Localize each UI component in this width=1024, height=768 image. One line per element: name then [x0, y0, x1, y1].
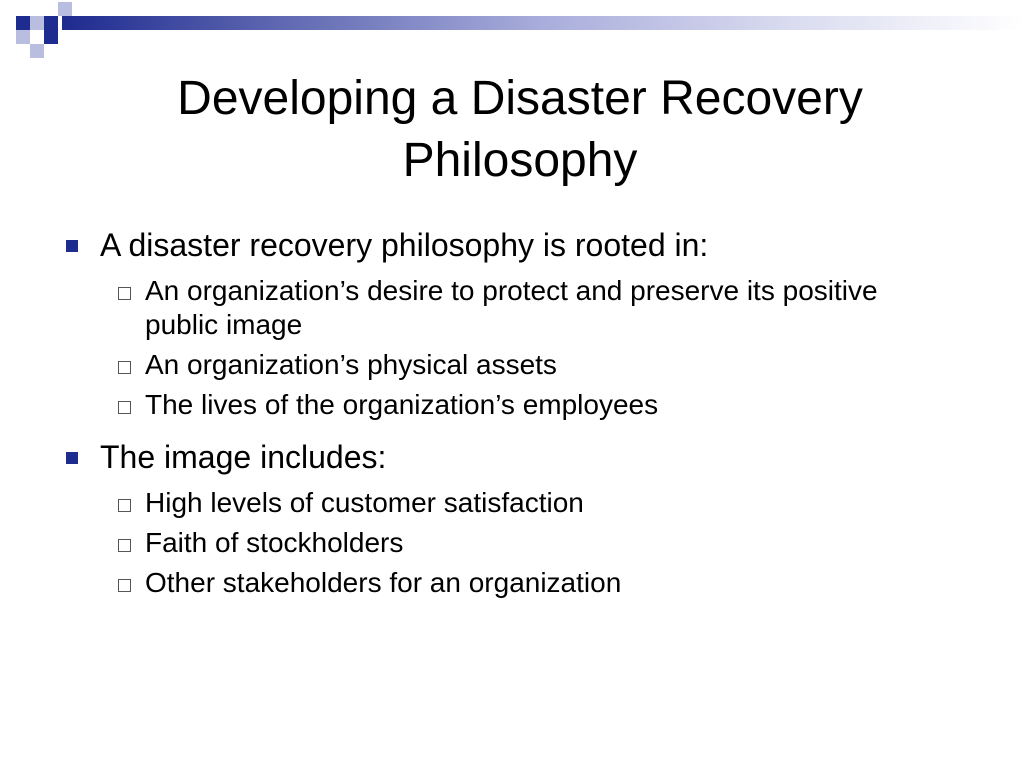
header-decoration	[0, 0, 1024, 64]
hollow-square-bullet-icon	[118, 499, 131, 512]
bullet-item	[60, 222, 940, 268]
sub-bullet-text: An organization’s physical assets	[145, 349, 557, 380]
header-gradient-bar	[62, 16, 1024, 30]
bullet-item	[60, 434, 940, 480]
decor-square-icon	[16, 16, 30, 30]
bullet-text: The image includes:	[100, 439, 387, 475]
decor-square-icon	[30, 44, 44, 58]
decor-square-icon	[16, 30, 30, 44]
sub-bullet-item	[60, 526, 940, 560]
hollow-square-bullet-icon	[118, 401, 131, 414]
decor-square-icon	[58, 2, 72, 16]
hollow-square-bullet-icon	[118, 361, 131, 374]
sub-bullet-text: Other stakeholders for an organization	[145, 567, 622, 598]
sub-bullet-item	[60, 274, 940, 342]
sub-bullet-item	[60, 486, 940, 520]
slide-title: Developing a Disaster Recovery Philosophy	[177, 72, 863, 187]
hollow-square-bullet-icon	[118, 539, 131, 552]
bullet-list	[60, 222, 940, 600]
decor-square-icon	[30, 16, 44, 30]
hollow-square-bullet-icon	[118, 579, 131, 592]
sub-bullet-text: High levels of customer satisfaction	[145, 487, 584, 518]
sub-bullet-item	[60, 566, 940, 600]
hollow-square-bullet-icon	[118, 287, 131, 300]
sub-bullet-text: An organization’s desire to protect and preserve its positive public image	[145, 275, 878, 340]
bullet-text: A disaster recovery philosophy is rooted in:	[100, 227, 709, 263]
filled-square-bullet-icon	[66, 452, 78, 464]
sub-bullet-text: Faith of stockholders	[145, 527, 404, 558]
filled-square-bullet-icon	[66, 240, 78, 252]
sub-bullet-item	[60, 388, 940, 422]
decor-square-icon	[44, 16, 58, 30]
decor-square-icon	[44, 30, 58, 44]
sub-bullet-text: The lives of the organization’s employees	[145, 389, 659, 420]
sub-bullet-item	[60, 348, 940, 382]
